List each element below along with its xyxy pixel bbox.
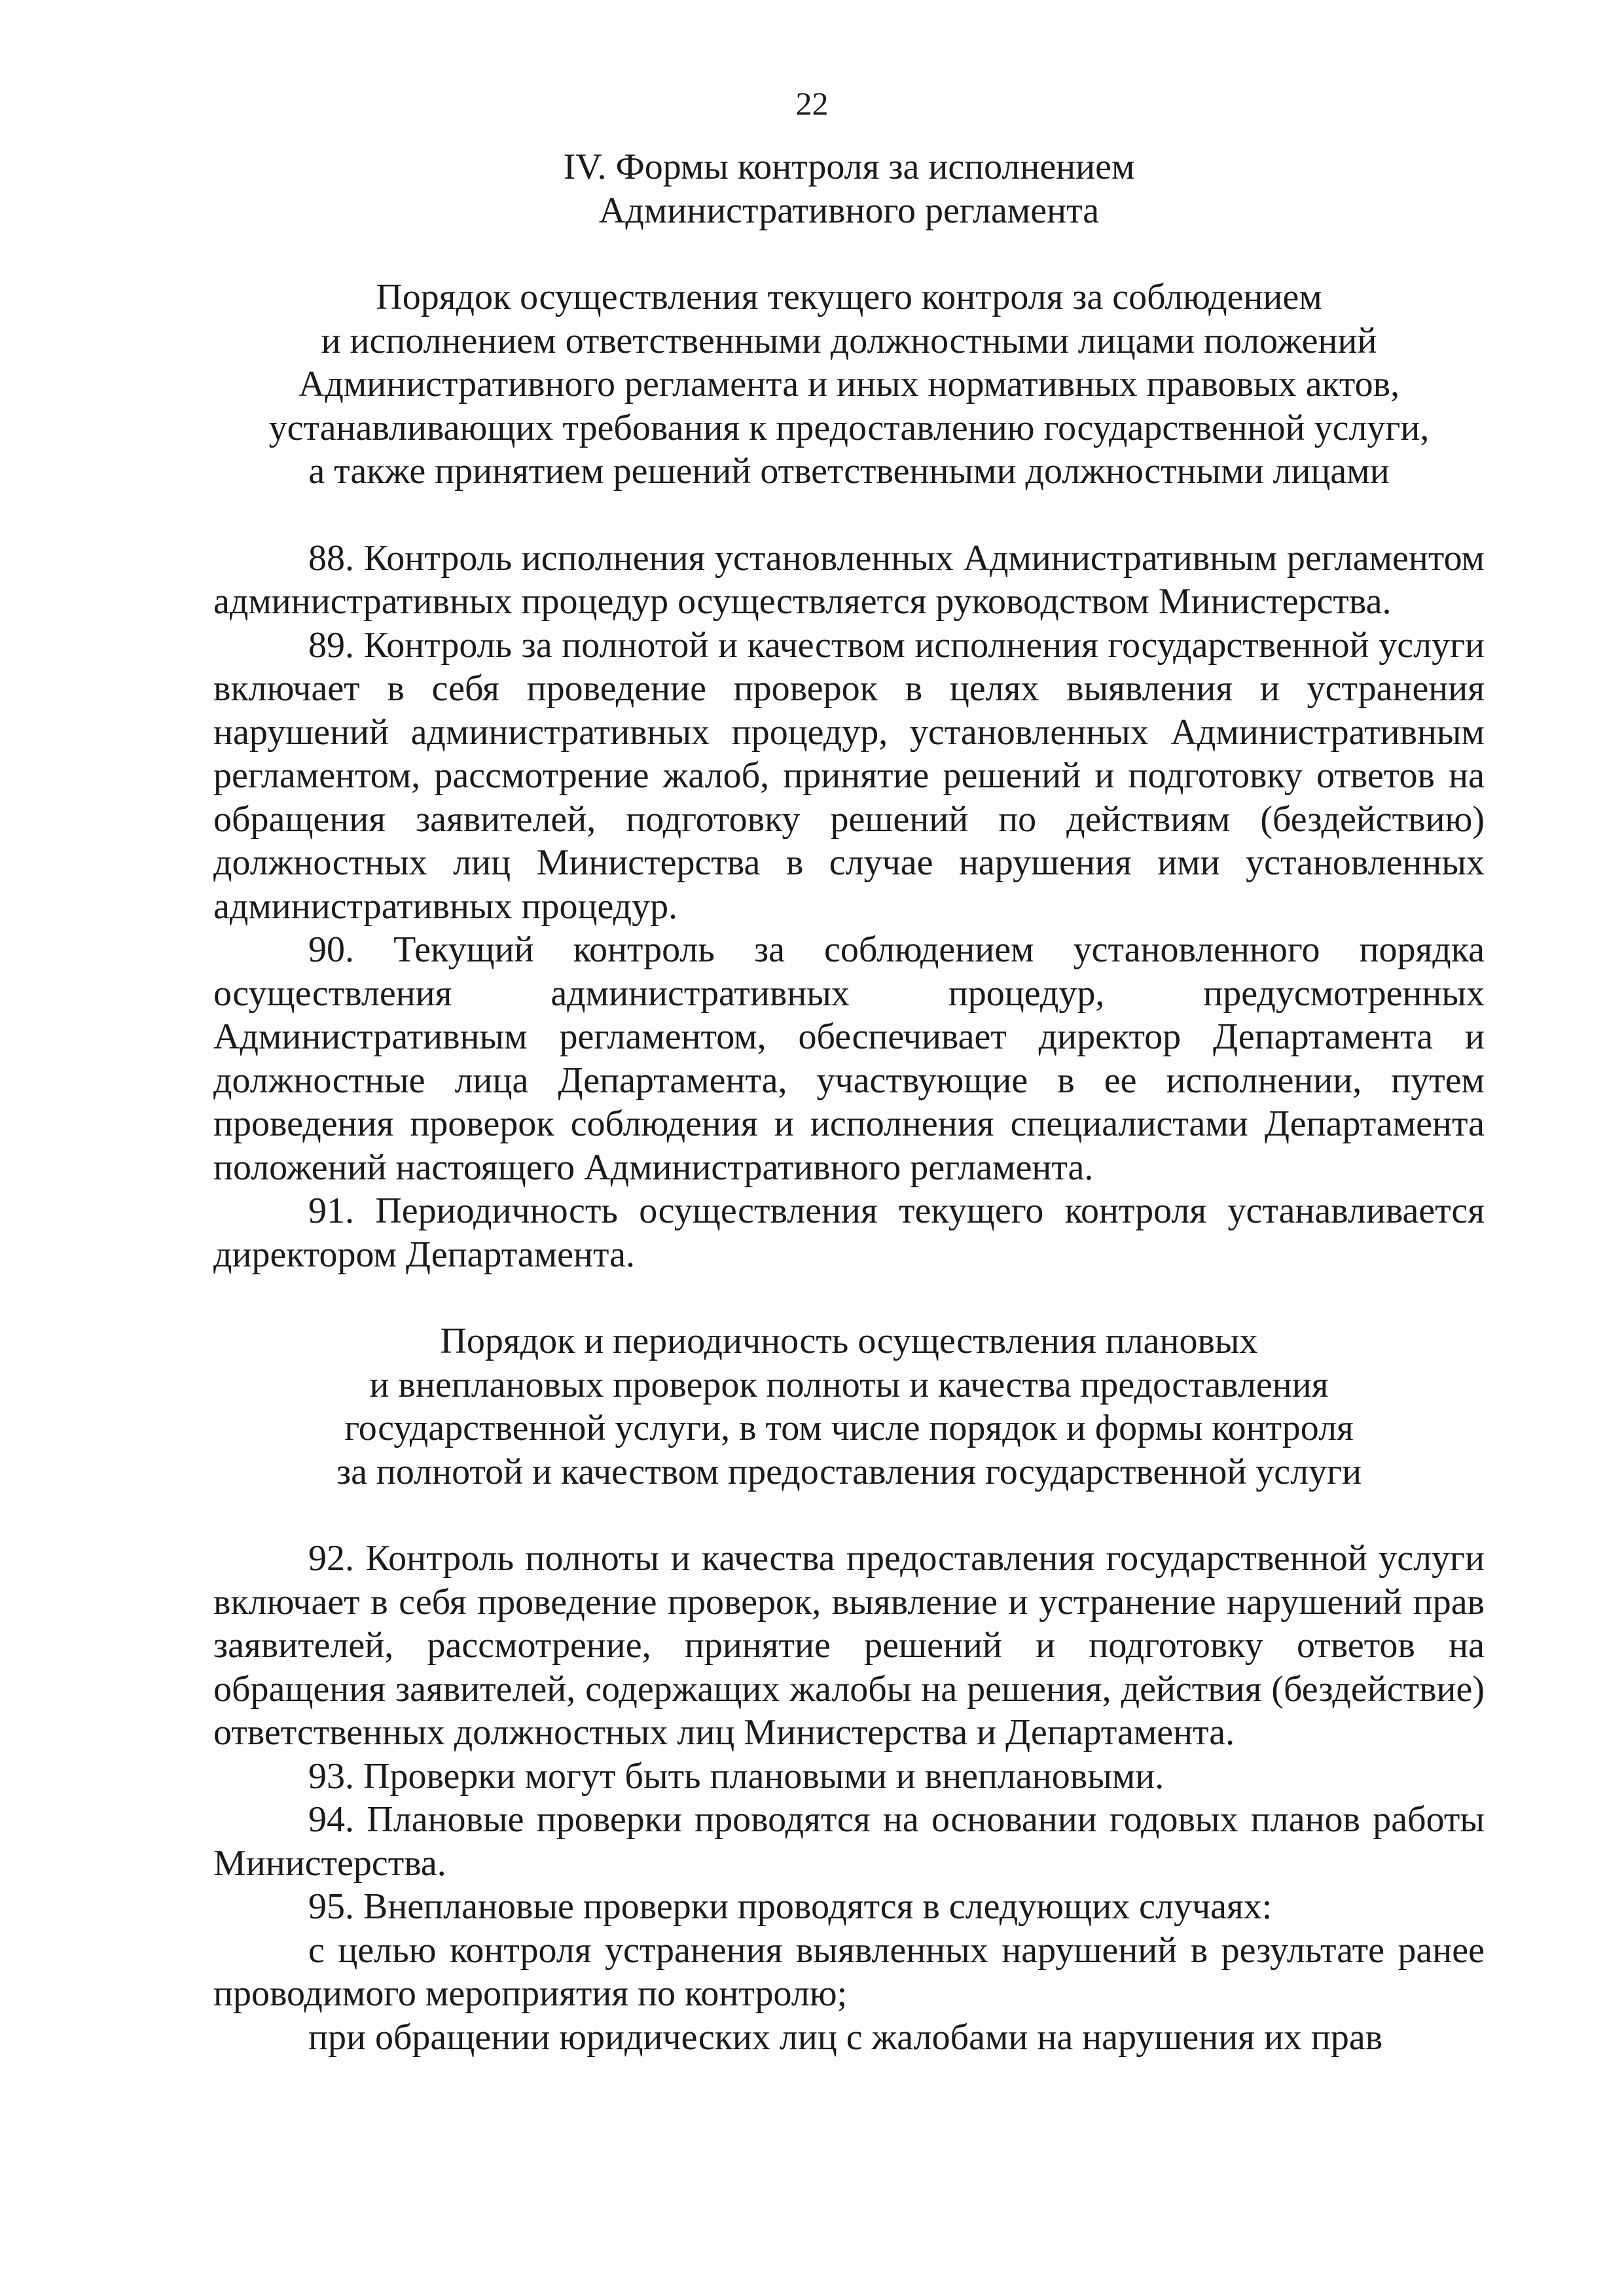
paragraph-94: 94. Плановые проверки проводятся на основании годовых планов работы Министерства.	[213, 1799, 1485, 1884]
section-title-line: IV. Формы контроля за исполнением	[563, 147, 1135, 187]
paragraph-93: 93. Проверки могут быть плановыми и внеплановыми.	[308, 1755, 1164, 1797]
subsection-heading-line: а также принятием решений ответственными должностными лицами	[308, 451, 1390, 492]
page-number: 22	[795, 85, 829, 122]
paragraph-88: 88. Контроль исполнения установленных Административным регламентом административных процедур осуществляется руководством Министерства.	[213, 537, 1485, 622]
paragraph-92: 92. Контроль полноты и качества предоставления государственной услуги включает в себя проведение проверок, выявление и устранение нарушений прав заявителей, рассмотрение, принятие решений и подготовку ответов на обращения заявителей, содержащих жалобы на решения, действия (бездействие) ответственных должностных лиц Министерства и Департамента.	[213, 1538, 1485, 1753]
paragraph-89: 89. Контроль за полнотой и качеством исполнения государственной услуги включает в себя проведение проверок в целях выявления и устранения нарушений административных процедур, установленных Административным регламентом, рассмотрение жалоб, принятие решений и подготовку ответов на обращения заявителей, подготовку решений по действиям (бездействию) должностных лиц Министерства в случае нарушения ими установленных административных процедур.	[213, 624, 1485, 927]
paragraph-90: 90. Текущий контроль за соблюдением установленного порядка осуществления административных процедур, предусмотренных Административным регламентом, обеспечивает директор Департамента и должностные лица Департамента, участвующие в ее исполнении, путем проведения проверок соблюдения и исполнения специалистами Департамента положений настоящего Административного регламента.	[213, 929, 1485, 1188]
subsection-heading-line: Административного регламента и иных нормативных правовых актов,	[298, 364, 1400, 404]
subsection-heading-line: государственной услуги, в том числе порядок и формы контроля	[344, 1408, 1354, 1448]
section-title-line: Административного регламента	[598, 190, 1100, 231]
subsection-heading-line: Порядок и периодичность осуществления плановых	[440, 1321, 1258, 1361]
subsection-heading-current-control	[213, 276, 1485, 493]
section-title	[213, 145, 1485, 232]
paragraph-95: 95. Внеплановые проверки проводятся в следующих случаях:	[308, 1886, 1272, 1927]
subsection-heading-line: и внеплановых проверок полноты и качества предоставления	[369, 1364, 1329, 1405]
subsection-heading-line: устанавливающих требования к предоставлению государственной услуги,	[268, 407, 1430, 448]
subsection-heading-line: за полнотой и качеством предоставления государственной услуги	[336, 1451, 1362, 1492]
document-body	[213, 145, 1485, 2059]
paragraph-95-item-1: с целью контроля устранения выявленных нарушений в результате ранее проводимого мероприятия по контролю;	[213, 1929, 1485, 2014]
paragraph-95-item-2: при обращении юридических лиц с жалобами на нарушения их прав	[308, 2017, 1383, 2058]
paragraph-91: 91. Периодичность осуществления текущего контроля устанавливается директором Департамента.	[213, 1191, 1485, 1275]
subsection-heading-line: Порядок осуществления текущего контроля за соблюдением	[376, 277, 1322, 317]
subsection-heading-inspections	[213, 1319, 1485, 1494]
subsection-heading-line: и исполнением ответственными должностными лицами положений	[321, 320, 1377, 361]
